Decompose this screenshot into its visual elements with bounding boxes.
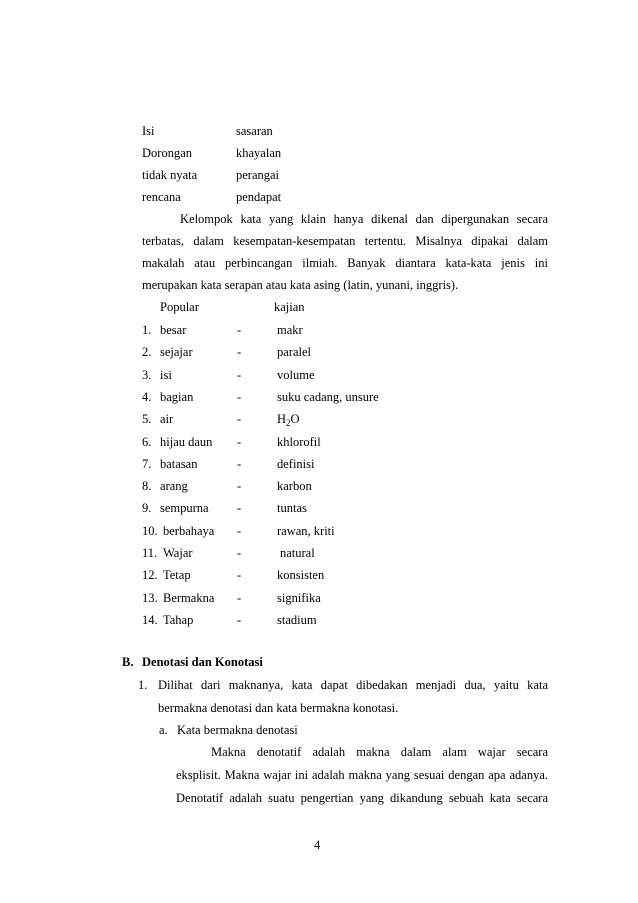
row-dash: - (237, 613, 242, 627)
row-kajian: natural (280, 546, 315, 560)
pair-left: Dorongan (142, 146, 192, 160)
row-dash: - (237, 524, 242, 538)
row-number: 8. (142, 479, 152, 493)
row-kajian: makr (277, 323, 303, 337)
row-popular: besar (160, 323, 187, 337)
row-number: 14. (142, 613, 158, 627)
pair-left: rencana (142, 190, 181, 204)
row-dash: - (237, 345, 242, 359)
item-line: Dilihat dari maknanya, kata dapat dibedakan menjadi dua, yaitu kata (158, 678, 548, 692)
row-dash: - (237, 568, 242, 582)
row-dash: - (237, 435, 242, 449)
pair-left: Isi (142, 124, 155, 138)
table-header-kajian: kajian (274, 300, 305, 314)
subitem-line: eksplisit. Makna wajar ini adalah makna yang sesuai dengan apa adanya. (176, 768, 548, 782)
row-popular: air (160, 412, 174, 426)
row-number: 4. (142, 390, 152, 404)
pair-right: pendapat (236, 190, 282, 204)
row-popular: Tetap (163, 568, 191, 582)
row-popular: Wajar (163, 546, 193, 560)
row-number: 5. (142, 412, 152, 426)
row-number: 10. (142, 524, 158, 538)
row-kajian: rawan, kriti (277, 524, 335, 538)
row-kajian: $H_2O$ (277, 412, 300, 428)
row-kajian: definisi (277, 457, 315, 471)
row-number: 13. (142, 591, 158, 605)
row-popular: berbahaya (163, 524, 215, 538)
row-popular: Tahap (163, 613, 194, 627)
row-dash: - (237, 323, 242, 337)
row-kajian: tuntas (277, 501, 307, 515)
pair-left: tidak nyata (142, 168, 198, 182)
paragraph-line: makalah atau perbincangan ilmiah. Banyak diantara kata-kata jenis ini (142, 256, 548, 270)
row-popular: sejajar (160, 345, 193, 359)
row-number: 7. (142, 457, 152, 471)
item-line: bermakna denotasi dan kata bermakna konotasi. (158, 701, 399, 715)
row-kajian: suku cadang, unsure (277, 390, 379, 404)
row-popular: batasan (160, 457, 198, 471)
row-dash: - (237, 412, 242, 426)
row-kajian: konsisten (277, 568, 325, 582)
paragraph-line: Kelompok kata yang klain hanya dikenal dan dipergunakan secara (180, 212, 548, 226)
subitem-line: Denotatif adalah suatu pengertian yang dikandung sebuah kata secara (176, 791, 548, 805)
row-dash: - (237, 591, 242, 605)
pair-right: perangai (236, 168, 280, 182)
page-number: 4 (314, 838, 321, 852)
row-kajian: karbon (277, 479, 312, 493)
section-title: Denotasi dan Konotasi (142, 655, 263, 669)
row-dash: - (237, 368, 242, 382)
row-dash: - (237, 457, 242, 471)
row-popular: isi (160, 368, 172, 382)
row-kajian: volume (277, 368, 315, 382)
row-popular: Bermakna (163, 591, 215, 605)
subitem-title: Kata bermakna denotasi (177, 723, 298, 737)
pair-right: khayalan (236, 146, 282, 160)
subitem-line: Makna denotatif adalah makna dalam alam wajar secara (211, 745, 548, 759)
row-kajian: stadium (277, 613, 317, 627)
row-popular: arang (160, 479, 188, 493)
row-dash: - (237, 501, 242, 515)
row-popular: hijau daun (160, 435, 213, 449)
row-dash: - (237, 546, 242, 560)
row-kajian: paralel (277, 345, 312, 359)
row-dash: - (237, 390, 242, 404)
row-number: 11. (142, 546, 158, 560)
paragraph-line: terbatas, dalam kesempatan-kesempatan tertentu. Misalnya dipakai dalam (142, 234, 548, 248)
row-popular: sempurna (160, 501, 209, 515)
pair-right: sasaran (236, 124, 273, 138)
row-number: 3. (142, 368, 152, 382)
row-number: 6. (142, 435, 152, 449)
row-kajian: khlorofil (277, 435, 321, 449)
row-number: 12. (142, 568, 158, 582)
section-label: B. (122, 655, 134, 669)
table-header-popular: Popular (160, 300, 199, 314)
row-dash: - (237, 479, 242, 493)
row-number: 1. (142, 323, 152, 337)
row-number: 9. (142, 501, 152, 515)
paragraph-line: merupakan kata serapan atau kata asing (latin, yunani, inggris). (142, 278, 459, 292)
subitem-label: a. (159, 723, 168, 737)
row-kajian: signifika (277, 591, 321, 605)
row-number: 2. (142, 345, 152, 359)
item-number: 1. (138, 678, 148, 692)
row-popular: bagian (160, 390, 194, 404)
